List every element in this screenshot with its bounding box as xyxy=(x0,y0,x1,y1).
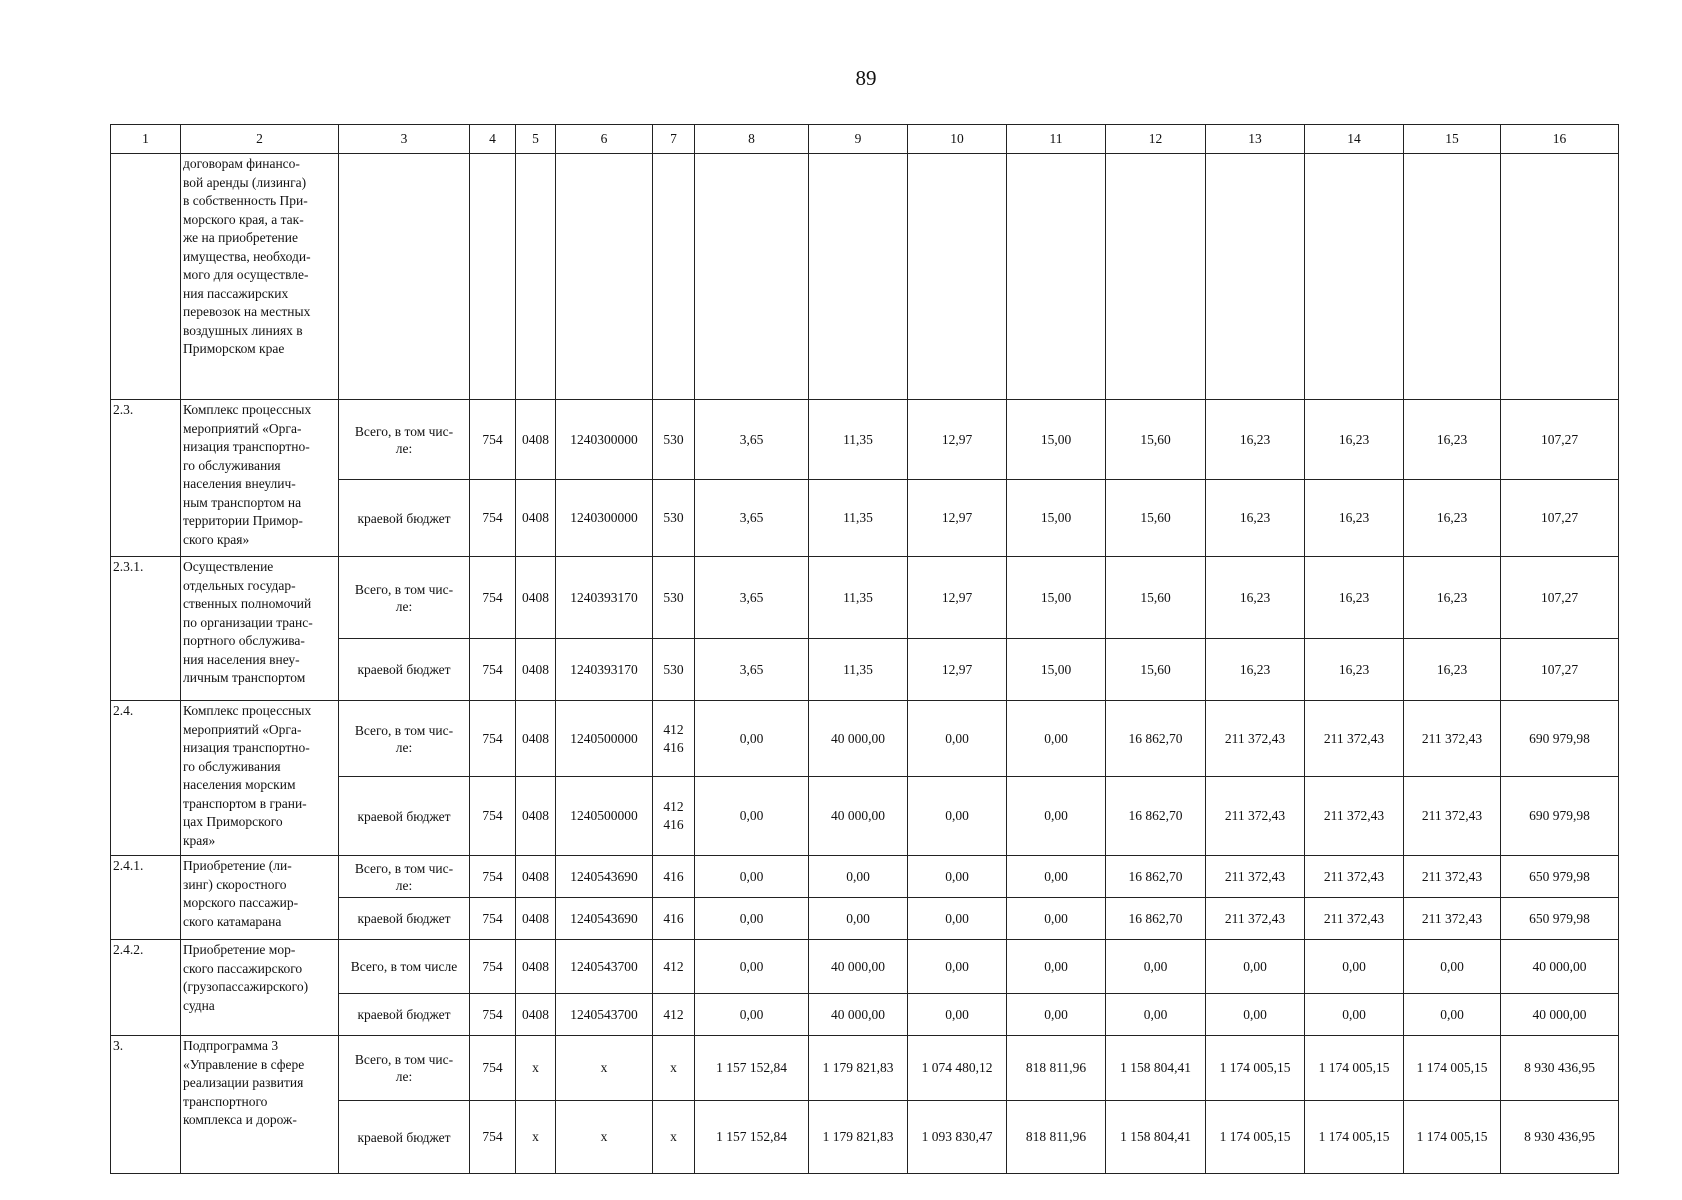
cell-col-6: 1240543690 xyxy=(556,898,653,940)
cell-col-14: 16,23 xyxy=(1305,639,1404,701)
cell-col-11: 0,00 xyxy=(1007,898,1106,940)
cell-col-15: 1 174 005,15 xyxy=(1404,1036,1501,1101)
row-number: 3. xyxy=(111,1036,181,1174)
cell-col-9: 1 179 821,83 xyxy=(809,1036,908,1101)
funding-source: Всего, в том чис- ле: xyxy=(339,701,470,777)
table-row xyxy=(111,856,1619,898)
cell-col-13: 0,00 xyxy=(1206,940,1305,994)
cell-col-10 xyxy=(908,154,1007,400)
cell-col-11 xyxy=(1007,154,1106,400)
cell-col-12: 16 862,70 xyxy=(1106,777,1206,856)
cell-col-12 xyxy=(1106,154,1206,400)
cell-col-10: 0,00 xyxy=(908,701,1007,777)
funding-source: Всего, в том чис- ле: xyxy=(339,400,470,480)
cell-col-12: 16 862,70 xyxy=(1106,898,1206,940)
cell-col-8: 3,65 xyxy=(695,480,809,557)
cell-col-14: 16,23 xyxy=(1305,400,1404,480)
cell-col-9: 40 000,00 xyxy=(809,994,908,1036)
cell-col-5: x xyxy=(516,1101,556,1174)
cell-col-8: 0,00 xyxy=(695,701,809,777)
cell-col-11: 0,00 xyxy=(1007,994,1106,1036)
cell-col-16: 107,27 xyxy=(1501,557,1619,639)
row-description: Приобретение (ли- зинг) скоростного морского пассажир- ского катамарана xyxy=(181,856,339,940)
cell-col-16 xyxy=(1501,154,1619,400)
table-row xyxy=(111,701,1619,777)
cell-col-12: 15,60 xyxy=(1106,480,1206,557)
cell-col-5: 0408 xyxy=(516,856,556,898)
cell-col-6: 1240300000 xyxy=(556,400,653,480)
cell-col-6: 1240500000 xyxy=(556,701,653,777)
cell-col-15: 211 372,43 xyxy=(1404,777,1501,856)
cell-col-9: 40 000,00 xyxy=(809,940,908,994)
cell-col-16: 40 000,00 xyxy=(1501,994,1619,1036)
column-header-1: 1 xyxy=(111,125,181,154)
funding-source: краевой бюджет xyxy=(339,898,470,940)
cell-col-13: 0,00 xyxy=(1206,994,1305,1036)
funding-source: краевой бюджет xyxy=(339,480,470,557)
cell-col-10: 12,97 xyxy=(908,400,1007,480)
table-row xyxy=(111,940,1619,994)
column-header-6: 6 xyxy=(556,125,653,154)
cell-col-4: 754 xyxy=(470,777,516,856)
funding-source: краевой бюджет xyxy=(339,1101,470,1174)
cell-col-14: 1 174 005,15 xyxy=(1305,1036,1404,1101)
cell-col-16: 107,27 xyxy=(1501,639,1619,701)
row-number: 2.4.2. xyxy=(111,940,181,1036)
cell-col-14: 211 372,43 xyxy=(1305,898,1404,940)
cell-col-15: 16,23 xyxy=(1404,557,1501,639)
cell-col-12: 0,00 xyxy=(1106,994,1206,1036)
cell-col-16: 8 930 436,95 xyxy=(1501,1101,1619,1174)
cell-col-15: 1 174 005,15 xyxy=(1404,1101,1501,1174)
cell-col-6: 1240300000 xyxy=(556,480,653,557)
cell-col-4: 754 xyxy=(470,639,516,701)
row-description: Приобретение мор- ского пассажирского (грузопассажирского) судна xyxy=(181,940,339,1036)
row-description: Комплекс процессных мероприятий «Орга- низация транспортно- го обслуживания населения морским транспортом в грани- цах Приморского края» xyxy=(181,701,339,856)
cell-col-9: 40 000,00 xyxy=(809,777,908,856)
cell-col-7 xyxy=(653,154,695,400)
cell-col-9: 11,35 xyxy=(809,400,908,480)
cell-col-5: 0408 xyxy=(516,940,556,994)
cell-col-6: 1240500000 xyxy=(556,777,653,856)
cell-col-5: 0408 xyxy=(516,480,556,557)
cell-col-5: 0408 xyxy=(516,777,556,856)
cell-col-16: 690 979,98 xyxy=(1501,777,1619,856)
cell-col-10: 0,00 xyxy=(908,856,1007,898)
cell-col-9: 0,00 xyxy=(809,898,908,940)
column-header-11: 11 xyxy=(1007,125,1106,154)
row-description: Осуществление отдельных государ- ственных полномочий по организации транс- портного обслужива- ния населения внеу- личным транспортом xyxy=(181,557,339,701)
row-number: 2.3.1. xyxy=(111,557,181,701)
cell-col-15: 16,23 xyxy=(1404,400,1501,480)
funding-source xyxy=(339,154,470,400)
cell-col-10: 0,00 xyxy=(908,940,1007,994)
cell-col-4: 754 xyxy=(470,1036,516,1101)
cell-col-5 xyxy=(516,154,556,400)
cell-col-6 xyxy=(556,154,653,400)
column-header-13: 13 xyxy=(1206,125,1305,154)
cell-col-8: 1 157 152,84 xyxy=(695,1101,809,1174)
cell-col-4: 754 xyxy=(470,701,516,777)
cell-col-16: 690 979,98 xyxy=(1501,701,1619,777)
cell-col-13: 1 174 005,15 xyxy=(1206,1036,1305,1101)
cell-col-7: 412 xyxy=(653,994,695,1036)
cell-col-13: 211 372,43 xyxy=(1206,701,1305,777)
cell-col-9: 11,35 xyxy=(809,557,908,639)
cell-col-16: 650 979,98 xyxy=(1501,898,1619,940)
row-description: Подпрограмма 3 «Управление в сфере реализации развития транспортного комплекса и дорож- xyxy=(181,1036,339,1174)
cell-col-13: 16,23 xyxy=(1206,480,1305,557)
cell-col-14: 1 174 005,15 xyxy=(1305,1101,1404,1174)
funding-source: краевой бюджет xyxy=(339,777,470,856)
cell-col-9 xyxy=(809,154,908,400)
cell-col-7: x xyxy=(653,1036,695,1101)
cell-col-15: 16,23 xyxy=(1404,639,1501,701)
column-header-2: 2 xyxy=(181,125,339,154)
table-row xyxy=(111,154,1619,400)
cell-col-8: 3,65 xyxy=(695,400,809,480)
cell-col-12: 1 158 804,41 xyxy=(1106,1101,1206,1174)
cell-col-4: 754 xyxy=(470,1101,516,1174)
cell-col-16: 650 979,98 xyxy=(1501,856,1619,898)
cell-col-5: 0408 xyxy=(516,994,556,1036)
table-row xyxy=(111,557,1619,639)
budget-table xyxy=(110,124,1619,1174)
cell-col-8: 0,00 xyxy=(695,898,809,940)
cell-col-12: 16 862,70 xyxy=(1106,701,1206,777)
column-header-10: 10 xyxy=(908,125,1007,154)
cell-col-13: 16,23 xyxy=(1206,639,1305,701)
cell-col-4: 754 xyxy=(470,400,516,480)
funding-source: Всего, в том числе xyxy=(339,940,470,994)
cell-col-4: 754 xyxy=(470,898,516,940)
cell-col-11: 15,00 xyxy=(1007,639,1106,701)
column-header-9: 9 xyxy=(809,125,908,154)
cell-col-13: 211 372,43 xyxy=(1206,777,1305,856)
cell-col-14: 0,00 xyxy=(1305,940,1404,994)
cell-col-7: x xyxy=(653,1101,695,1174)
cell-col-6: x xyxy=(556,1036,653,1101)
row-number: 2.3. xyxy=(111,400,181,557)
cell-col-7: 416 xyxy=(653,898,695,940)
cell-col-15: 211 372,43 xyxy=(1404,701,1501,777)
cell-col-15: 211 372,43 xyxy=(1404,856,1501,898)
cell-col-7: 416 xyxy=(653,856,695,898)
cell-col-10: 1 074 480,12 xyxy=(908,1036,1007,1101)
cell-col-9: 0,00 xyxy=(809,856,908,898)
cell-col-6: 1240393170 xyxy=(556,557,653,639)
cell-col-6: 1240543690 xyxy=(556,856,653,898)
cell-col-8 xyxy=(695,154,809,400)
cell-col-16: 107,27 xyxy=(1501,400,1619,480)
cell-col-10: 0,00 xyxy=(908,994,1007,1036)
cell-col-16: 40 000,00 xyxy=(1501,940,1619,994)
header-row xyxy=(111,125,1619,154)
cell-col-11: 818 811,96 xyxy=(1007,1101,1106,1174)
cell-col-4: 754 xyxy=(470,557,516,639)
cell-col-11: 0,00 xyxy=(1007,856,1106,898)
cell-col-13 xyxy=(1206,154,1305,400)
cell-col-4 xyxy=(470,154,516,400)
cell-col-13: 16,23 xyxy=(1206,557,1305,639)
cell-col-15: 0,00 xyxy=(1404,994,1501,1036)
cell-col-8: 1 157 152,84 xyxy=(695,1036,809,1101)
cell-col-4: 754 xyxy=(470,856,516,898)
funding-source: краевой бюджет xyxy=(339,994,470,1036)
cell-col-8: 3,65 xyxy=(695,557,809,639)
cell-col-7: 530 xyxy=(653,639,695,701)
cell-col-8: 3,65 xyxy=(695,639,809,701)
cell-col-14: 0,00 xyxy=(1305,994,1404,1036)
column-header-14: 14 xyxy=(1305,125,1404,154)
cell-col-9: 40 000,00 xyxy=(809,701,908,777)
cell-col-7: 530 xyxy=(653,480,695,557)
column-header-5: 5 xyxy=(516,125,556,154)
table-row xyxy=(111,400,1619,480)
cell-col-11: 818 811,96 xyxy=(1007,1036,1106,1101)
cell-col-5: 0408 xyxy=(516,557,556,639)
cell-col-8: 0,00 xyxy=(695,940,809,994)
cell-col-9: 11,35 xyxy=(809,639,908,701)
cell-col-15: 0,00 xyxy=(1404,940,1501,994)
cell-col-15: 211 372,43 xyxy=(1404,898,1501,940)
cell-col-10: 12,97 xyxy=(908,639,1007,701)
cell-col-6: x xyxy=(556,1101,653,1174)
cell-col-5: 0408 xyxy=(516,701,556,777)
cell-col-11: 0,00 xyxy=(1007,701,1106,777)
cell-col-4: 754 xyxy=(470,940,516,994)
cell-col-12: 16 862,70 xyxy=(1106,856,1206,898)
cell-col-5: x xyxy=(516,1036,556,1101)
cell-col-10: 1 093 830,47 xyxy=(908,1101,1007,1174)
column-header-8: 8 xyxy=(695,125,809,154)
row-number: 2.4.1. xyxy=(111,856,181,940)
cell-col-5: 0408 xyxy=(516,400,556,480)
cell-col-13: 211 372,43 xyxy=(1206,856,1305,898)
column-header-12: 12 xyxy=(1106,125,1206,154)
cell-col-13: 211 372,43 xyxy=(1206,898,1305,940)
cell-col-15 xyxy=(1404,154,1501,400)
funding-source: Всего, в том чис- ле: xyxy=(339,1036,470,1101)
table-row xyxy=(111,1036,1619,1101)
row-description: договорам финансо- вой аренды (лизинга) в собственность При- морского края, а так- же на приобретение имущества, необходи- мого для осуществле- ния пассажирских перевозок на местных воздушных линиях в Приморском крае xyxy=(181,154,339,400)
cell-col-14: 211 372,43 xyxy=(1305,856,1404,898)
column-header-4: 4 xyxy=(470,125,516,154)
cell-col-11: 15,00 xyxy=(1007,557,1106,639)
cell-col-12: 15,60 xyxy=(1106,639,1206,701)
cell-col-12: 15,60 xyxy=(1106,557,1206,639)
cell-col-9: 1 179 821,83 xyxy=(809,1101,908,1174)
cell-col-16: 107,27 xyxy=(1501,480,1619,557)
cell-col-10: 0,00 xyxy=(908,777,1007,856)
cell-col-12: 1 158 804,41 xyxy=(1106,1036,1206,1101)
cell-col-16: 8 930 436,95 xyxy=(1501,1036,1619,1101)
funding-source: краевой бюджет xyxy=(339,639,470,701)
cell-col-10: 12,97 xyxy=(908,480,1007,557)
cell-col-13: 1 174 005,15 xyxy=(1206,1101,1305,1174)
funding-source: Всего, в том чис- ле: xyxy=(339,856,470,898)
cell-col-12: 15,60 xyxy=(1106,400,1206,480)
cell-col-11: 15,00 xyxy=(1007,480,1106,557)
cell-col-5: 0408 xyxy=(516,898,556,940)
cell-col-14: 16,23 xyxy=(1305,557,1404,639)
cell-col-8: 0,00 xyxy=(695,994,809,1036)
cell-col-7: 412 xyxy=(653,940,695,994)
cell-col-6: 1240543700 xyxy=(556,994,653,1036)
cell-col-6: 1240543700 xyxy=(556,940,653,994)
cell-col-7: 412 416 xyxy=(653,701,695,777)
cell-col-9: 11,35 xyxy=(809,480,908,557)
cell-col-7: 530 xyxy=(653,557,695,639)
cell-col-8: 0,00 xyxy=(695,777,809,856)
cell-col-14: 211 372,43 xyxy=(1305,777,1404,856)
cell-col-14 xyxy=(1305,154,1404,400)
cell-col-4: 754 xyxy=(470,994,516,1036)
cell-col-6: 1240393170 xyxy=(556,639,653,701)
cell-col-13: 16,23 xyxy=(1206,400,1305,480)
page-number: 89 xyxy=(855,66,877,90)
cell-col-10: 12,97 xyxy=(908,557,1007,639)
cell-col-8: 0,00 xyxy=(695,856,809,898)
cell-col-15: 16,23 xyxy=(1404,480,1501,557)
cell-col-4: 754 xyxy=(470,480,516,557)
cell-col-11: 15,00 xyxy=(1007,400,1106,480)
cell-col-7: 412 416 xyxy=(653,777,695,856)
funding-source: Всего, в том чис- ле: xyxy=(339,557,470,639)
row-number: 2.4. xyxy=(111,701,181,856)
row-number xyxy=(111,154,181,400)
cell-col-14: 16,23 xyxy=(1305,480,1404,557)
row-description: Комплекс процессных мероприятий «Орга- низация транспортно- го обслуживания населения внеулич- ным транспортом на территории Примор- ского края» xyxy=(181,400,339,557)
cell-col-11: 0,00 xyxy=(1007,940,1106,994)
cell-col-12: 0,00 xyxy=(1106,940,1206,994)
column-header-7: 7 xyxy=(653,125,695,154)
column-header-3: 3 xyxy=(339,125,470,154)
cell-col-10: 0,00 xyxy=(908,898,1007,940)
column-header-15: 15 xyxy=(1404,125,1501,154)
cell-col-5: 0408 xyxy=(516,639,556,701)
cell-col-11: 0,00 xyxy=(1007,777,1106,856)
cell-col-14: 211 372,43 xyxy=(1305,701,1404,777)
cell-col-7: 530 xyxy=(653,400,695,480)
column-header-16: 16 xyxy=(1501,125,1619,154)
